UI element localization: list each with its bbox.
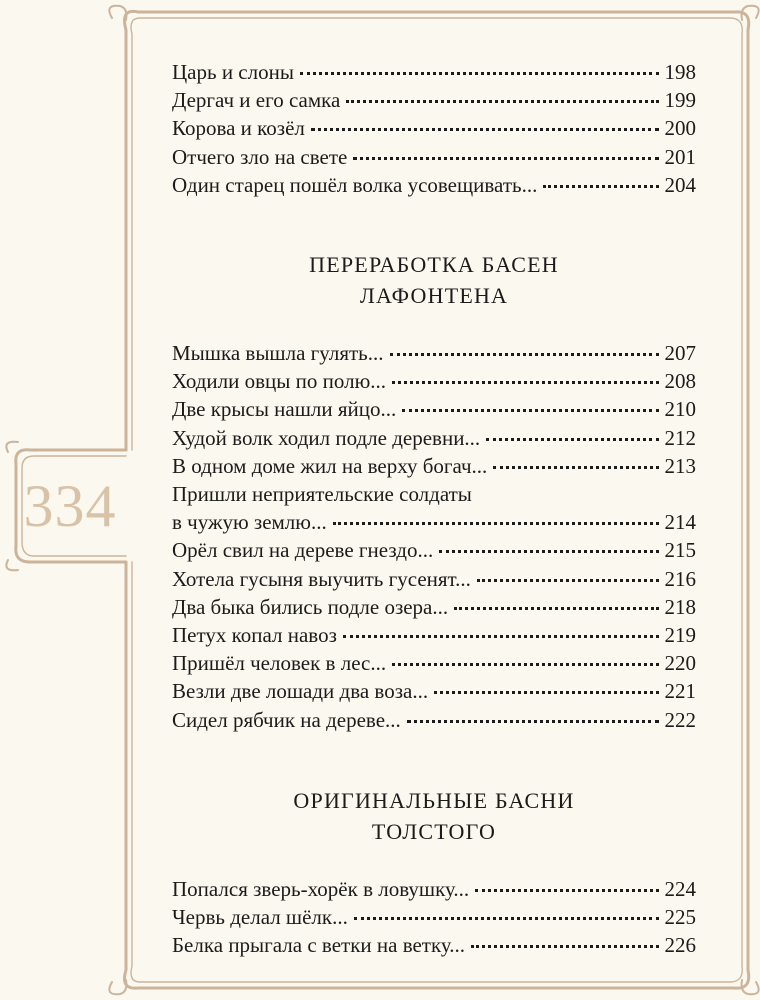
- dot-leader: [392, 662, 658, 666]
- entry-title: Попался зверь-хорёк в ловушку...: [172, 876, 470, 901]
- toc-entry[interactable]: [172, 367, 696, 395]
- dot-leader: [477, 578, 659, 582]
- entry-page: 200: [664, 116, 696, 141]
- dot-leader: [390, 352, 659, 356]
- entry-page: 224: [664, 876, 696, 901]
- entry-title: Ходили овцы по полю...: [172, 369, 387, 394]
- entry-page: 212: [664, 425, 696, 450]
- dot-leader: [346, 99, 658, 103]
- entry-page: 210: [664, 397, 696, 422]
- entry-page: 216: [664, 566, 696, 591]
- toc-entry[interactable]: [172, 621, 696, 649]
- entry-page: 222: [664, 707, 696, 732]
- entry-title: Две крысы нашли яйцо...: [172, 397, 397, 422]
- dot-leader: [392, 380, 658, 384]
- entry-page: 204: [664, 172, 696, 197]
- dot-leader: [439, 549, 658, 553]
- entry-title: В одном доме жил на верху богач...: [172, 453, 488, 478]
- entry-page: 208: [664, 369, 696, 394]
- toc-entry[interactable]: [172, 424, 696, 452]
- section-heading-line: ОРИГИНАЛЬНЫЕ БАСНИ: [293, 787, 575, 813]
- toc-entry[interactable]: [172, 114, 696, 142]
- toc-entry[interactable]: [172, 903, 696, 931]
- entry-page: 198: [664, 60, 696, 84]
- entry-page: 221: [664, 679, 696, 704]
- entry-page: 215: [664, 538, 696, 563]
- entry-page: 214: [664, 510, 696, 535]
- dot-leader: [454, 606, 658, 610]
- entry-title: Белка прыгала с ветки на ветку...: [172, 933, 466, 958]
- dot-leader: [486, 437, 658, 441]
- toc-entry[interactable]: [172, 536, 696, 564]
- toc-entry[interactable]: [172, 565, 696, 593]
- toc-entry[interactable]: [172, 171, 696, 199]
- dot-leader: [434, 690, 658, 694]
- toc-entry[interactable]: [172, 677, 696, 705]
- entry-page: 226: [664, 933, 696, 958]
- entry-page: 207: [664, 341, 696, 366]
- toc-entry[interactable]: [172, 58, 696, 86]
- toc-entry[interactable]: [172, 480, 696, 536]
- dot-leader: [402, 408, 658, 412]
- toc-section-3-list: [172, 875, 696, 960]
- toc-entry[interactable]: [172, 143, 696, 171]
- dot-leader: [353, 156, 658, 160]
- entry-page: 219: [664, 623, 696, 648]
- toc-entry[interactable]: [172, 875, 696, 903]
- entry-title: Петух копал навоз: [172, 623, 337, 648]
- entry-page: 213: [664, 453, 696, 478]
- entry-title: Мышка вышла гулять...: [172, 341, 384, 366]
- toc-entry[interactable]: [172, 395, 696, 423]
- toc-section-2-list: [172, 339, 696, 734]
- dot-leader: [407, 719, 659, 723]
- page-number: 334: [23, 472, 117, 539]
- entry-title: Везли две лошади два воза...: [172, 679, 429, 704]
- entry-title: Хотела гусыня выучить гусенят...: [172, 566, 471, 591]
- dot-leader: [354, 916, 659, 920]
- toc-entry[interactable]: [172, 86, 696, 114]
- dot-leader: [300, 71, 659, 75]
- entry-page: 225: [664, 905, 696, 930]
- dot-leader: [475, 888, 658, 892]
- entry-title: Два быка бились подле озера...: [172, 594, 449, 619]
- entry-title: Один старец пошёл волка усовещивать...: [172, 172, 538, 197]
- entry-page: 220: [664, 651, 696, 676]
- dot-leader: [471, 944, 658, 948]
- table-of-contents: [172, 58, 696, 959]
- entry-title: Дергач и его самка: [172, 88, 341, 113]
- entry-title: Сидел рябчик на дереве...: [172, 707, 401, 732]
- entry-page: 199: [664, 88, 696, 113]
- dot-leader: [543, 184, 658, 188]
- entry-title: Отчего зло на свете: [172, 144, 348, 169]
- section-heading-line: ПЕРЕРАБОТКА БАСЕН: [309, 252, 559, 278]
- entry-title: Худой волк ходил подле деревни...: [172, 425, 481, 450]
- toc-section-1-list: [172, 58, 696, 199]
- section-heading-line: ТОЛСТОГО: [371, 818, 497, 844]
- entry-title: в чужую землю...: [172, 510, 327, 535]
- dot-leader: [343, 634, 659, 638]
- dot-leader: [311, 127, 659, 131]
- dot-leader: [493, 465, 658, 469]
- entry-title: Орёл свил на дереве гнездо...: [172, 538, 434, 563]
- toc-entry[interactable]: [172, 931, 696, 959]
- entry-title: Царь и слоны: [172, 60, 294, 84]
- entry-title-line1: Пришли неприятельские солдаты: [172, 482, 472, 507]
- section-heading-2: [172, 249, 696, 311]
- entry-title: Корова и козёл: [172, 116, 305, 141]
- entry-title: Червь делал шёлк...: [172, 905, 348, 930]
- toc-entry[interactable]: [172, 593, 696, 621]
- toc-entry[interactable]: [172, 452, 696, 480]
- toc-entry[interactable]: [172, 649, 696, 677]
- section-heading-3: [172, 785, 696, 847]
- entry-page: 218: [664, 594, 696, 619]
- dot-leader: [333, 521, 659, 525]
- section-heading-line: ЛАФОНТЕНА: [359, 283, 509, 309]
- toc-entry[interactable]: [172, 706, 696, 734]
- toc-entry[interactable]: [172, 339, 696, 367]
- entry-title: Пришёл человек в лес...: [172, 651, 387, 676]
- entry-page: 201: [664, 144, 696, 169]
